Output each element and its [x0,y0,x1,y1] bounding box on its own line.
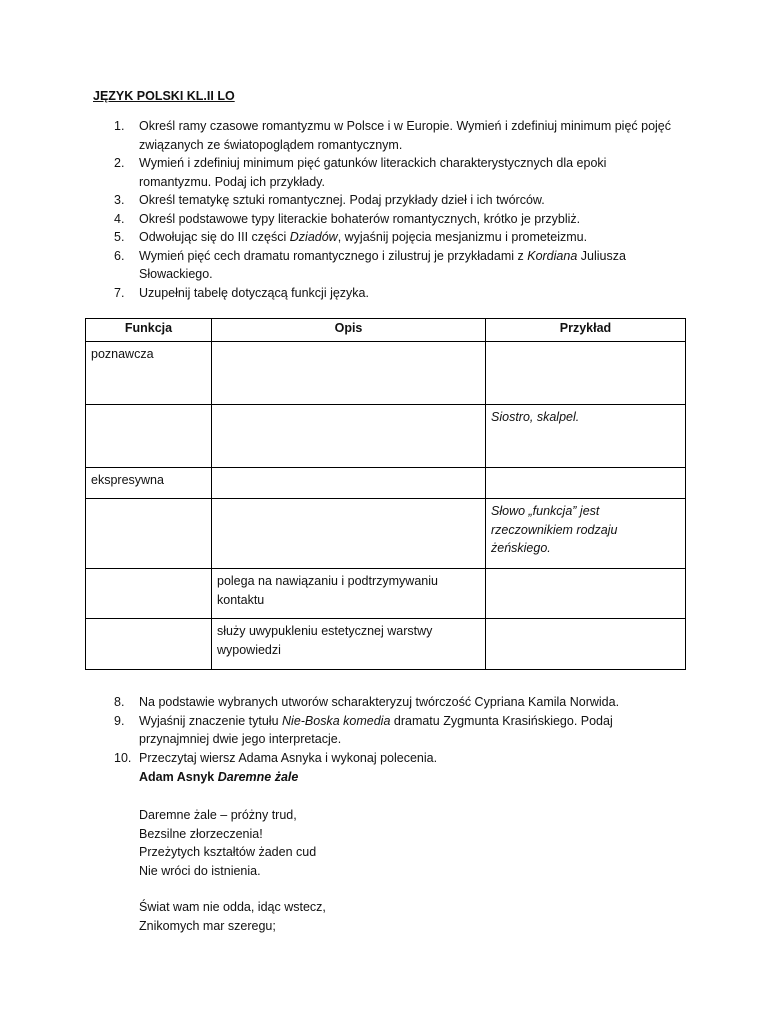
task-number: 7. [114,285,125,300]
poem-line: Bezsilne złorzeczenia! [139,826,263,841]
header-description: Opis [212,319,486,342]
task-number: 3. [114,193,125,207]
task-text-title: Dziadów [289,230,338,244]
task-item [114,154,674,191]
header-example: Przykład [486,319,686,342]
task-text: Uzupełnij tabelę dotyczącą funkcji języka. [139,285,369,300]
table-row [86,342,686,405]
task-number: 5. [114,230,125,244]
table-row [86,619,686,670]
cell-example [486,342,686,405]
poem-stanza [139,806,639,880]
poem-line: Daremne żale – próżny trud, [139,808,297,822]
cell-description [212,499,486,569]
task-text: Wymień pięć cech dramatu romantycznego i zilustruj je przykładami z [139,248,528,263]
task-item [114,117,674,154]
task-text-title: Kordiana [527,248,578,263]
cell-function: ekspresywna [86,468,212,499]
task-item [114,284,674,303]
task-list-8-10 [114,693,674,767]
document-title: JĘZYK POLSKI KL.II LO [93,89,235,103]
task-item [114,247,674,284]
cell-example [486,569,686,619]
cell-example: Słowo „funkcja” jest rzeczownikiem rodzaju żeńskiego. [486,499,686,569]
task-number: 6. [114,248,125,263]
cell-example: Siostro, skalpel. [486,405,686,468]
table-row [86,499,686,569]
cell-description: służy uwypukleniu estetycznej warstwy wypowiedzi [212,619,486,670]
poem-line: Nie wróci do istnienia. [139,863,261,878]
task-text: Określ tematykę sztuki romantycznej. Podaj przykłady dzieł i ich twórców. [139,193,545,207]
poem-author: Adam Asnyk [139,770,215,784]
poem-line: Znikomych mar szeregu; [139,918,276,933]
poem-title: Daremne żale [217,770,299,784]
table-row [86,569,686,619]
poem-heading [139,768,298,787]
task-text-title: Nie-Boska komedia [282,713,391,728]
cell-description [212,468,486,499]
poem-line: Świat wam nie odda, idąc wstecz, [139,900,326,914]
task-number: 8. [114,695,125,709]
cell-description [212,405,486,468]
task-text: Juliusza Słowackiego. [139,248,626,281]
poem-line: Przeżytych kształtów żaden cud [139,845,317,859]
cell-example [486,619,686,670]
task-text: Wymień i zdefiniuj minimum pięć gatunków literackich charakterystycznych dla epoki romantyzmu. Podaj ich przykłady. [139,156,607,189]
table-header-row [86,319,686,342]
task-item [114,228,674,247]
task-text: Na podstawie wybranych utworów scharakteryzuj twórczość Cypriana Kamila Norwida. [139,695,620,709]
task-text: Wyjaśnij znaczenie tytułu [139,713,283,728]
cell-description: polega na nawiązaniu i podtrzymywaniu kontaktu [212,569,486,619]
task-number: 4. [114,211,125,226]
task-number: 1. [114,119,125,133]
task-item [114,191,674,210]
task-text: dramatu Zygmunta Krasińskiego. Podaj przynajmniej dwie jego interpretacje. [139,713,613,746]
cell-description [212,342,486,405]
poem-stanza [139,898,639,935]
poem-block [139,770,639,953]
task-text: , wyjaśnij pojęcia mesjanizmu i prometeizmu. [337,230,588,244]
cell-function [86,405,212,468]
task-item [114,210,674,229]
cell-function [86,499,212,569]
task-number: 10. [114,750,132,765]
task-item [114,712,674,749]
task-text: Określ ramy czasowe romantyzmu w Polsce i w Europie. Wymień i zdefiniuj minimum pięć pojęć związanych ze światopoglądem romantycznym. [139,119,672,152]
cell-function [86,619,212,670]
task-number: 9. [114,713,125,728]
task-text: Określ podstawowe typy literackie bohaterów romantycznych, krótko je przybliż. [139,211,581,226]
task-list-1-7 [114,117,674,302]
table-row [86,468,686,499]
task-text: Odwołując się do III części [139,230,290,244]
cell-example [486,468,686,499]
table-row [86,405,686,468]
task-item [114,749,674,768]
cell-function: poznawcza [86,342,212,405]
task-number: 2. [114,156,125,170]
cell-function [86,569,212,619]
task-text: Przeczytaj wiersz Adama Asnyka i wykonaj polecenia. [139,750,438,765]
task-item [114,693,674,712]
language-functions-table [85,318,686,670]
header-function: Funkcja [86,319,212,342]
